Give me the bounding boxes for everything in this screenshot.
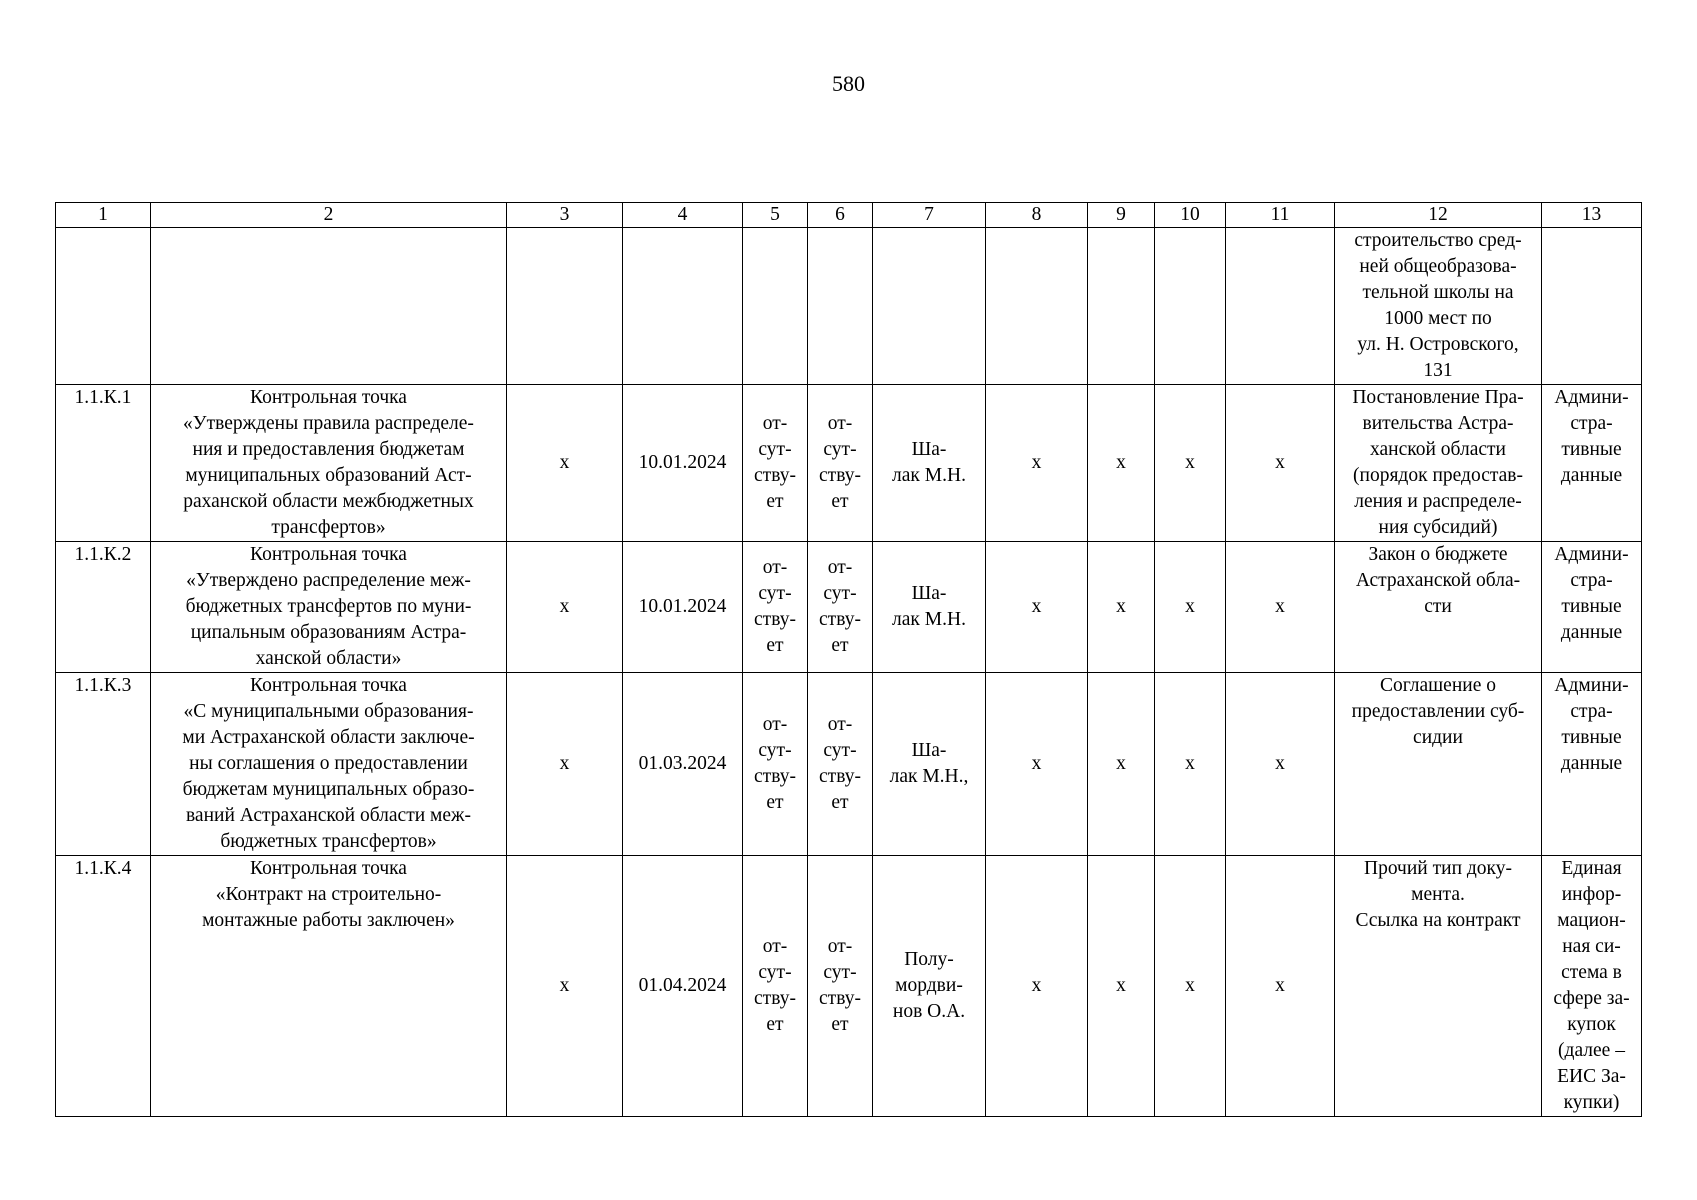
cell-date: 10.01.2024 [623, 542, 743, 673]
cell-name: Контрольная точка «Утверждены правила распределе- ния и предоставления бюджетам муниципальных образований Аст- раханской области межбюджетных трансфертов» [151, 385, 507, 542]
table-row [56, 542, 1642, 673]
cell-col9 [1088, 228, 1155, 385]
cell-col3: x [507, 673, 623, 856]
cell-col6: от- сут- ству- ет [808, 385, 873, 542]
column-header: 1 [56, 203, 151, 228]
column-header: 5 [743, 203, 808, 228]
cell-source: Админи- стра- тивные данные [1542, 542, 1642, 673]
cell-col10 [1155, 228, 1226, 385]
column-header: 11 [1226, 203, 1335, 228]
cell-col5: от- сут- ству- ет [743, 856, 808, 1117]
cell-responsible: Ша- лак М.Н., [873, 673, 986, 856]
cell-col5 [743, 228, 808, 385]
cell-document: строительство сред- ней общеобразова- тельной школы на 1000 мест по ул. Н. Островского, 131 [1335, 228, 1542, 385]
cell-name: Контрольная точка «С муниципальными образования- ми Астраханской области заключе- ны соглашения о предоставлении бюджетам муниципальных образо- ваний Астраханской области меж- бюджетных трансфертов» [151, 673, 507, 856]
column-header: 4 [623, 203, 743, 228]
cell-document: Прочий тип доку- мента. Ссылка на контракт [1335, 856, 1542, 1117]
cell-responsible [873, 228, 986, 385]
table-row [56, 385, 1642, 542]
cell-responsible: Ша- лак М.Н. [873, 542, 986, 673]
cell-col10: x [1155, 856, 1226, 1117]
cell-number: 1.1.К.4 [56, 856, 151, 1117]
cell-col11: x [1226, 542, 1335, 673]
cell-col10: x [1155, 385, 1226, 542]
column-header: 10 [1155, 203, 1226, 228]
cell-col10: x [1155, 542, 1226, 673]
cell-col11: x [1226, 673, 1335, 856]
cell-col3: x [507, 542, 623, 673]
column-header: 6 [808, 203, 873, 228]
cell-col11 [1226, 228, 1335, 385]
control-points-table [55, 202, 1642, 1117]
column-header: 3 [507, 203, 623, 228]
column-header: 9 [1088, 203, 1155, 228]
cell-col11: x [1226, 385, 1335, 542]
cell-col10: x [1155, 673, 1226, 856]
column-header: 7 [873, 203, 986, 228]
cell-col6: от- сут- ству- ет [808, 542, 873, 673]
cell-col9: x [1088, 542, 1155, 673]
cell-col3: x [507, 385, 623, 542]
cell-source: Единая инфор- мацион- ная си- стема в сфере за- купок (далее – ЕИС За- купки) [1542, 856, 1642, 1117]
cell-name: Контрольная точка «Утверждено распределение меж- бюджетных трансфертов по муни- ципальным образованиям Астра- ханской области» [151, 542, 507, 673]
cell-col5: от- сут- ству- ет [743, 673, 808, 856]
cell-col3 [507, 228, 623, 385]
cell-col8: x [986, 385, 1088, 542]
cell-source: Админи- стра- тивные данные [1542, 385, 1642, 542]
cell-responsible: Ша- лак М.Н. [873, 385, 986, 542]
table-row [56, 228, 1642, 385]
page-number: 580 [832, 71, 865, 96]
cell-source [1542, 228, 1642, 385]
cell-col11: x [1226, 856, 1335, 1117]
cell-col6: от- сут- ству- ет [808, 856, 873, 1117]
cell-col8: x [986, 542, 1088, 673]
cell-col5: от- сут- ству- ет [743, 542, 808, 673]
column-header: 12 [1335, 203, 1542, 228]
table-row [56, 856, 1642, 1117]
column-header: 13 [1542, 203, 1642, 228]
cell-name [151, 228, 507, 385]
column-number-row [56, 203, 1642, 228]
cell-date: 10.01.2024 [623, 385, 743, 542]
cell-date [623, 228, 743, 385]
cell-col9: x [1088, 673, 1155, 856]
cell-col3: x [507, 856, 623, 1117]
cell-name: Контрольная точка «Контракт на строительно- монтажные работы заключен» [151, 856, 507, 1117]
cell-document: Постановление Пра- вительства Астра- ханской области (порядок предостав- ления и распределе- ния субсидий) [1335, 385, 1542, 542]
table-row [56, 673, 1642, 856]
cell-number: 1.1.К.3 [56, 673, 151, 856]
column-header: 2 [151, 203, 507, 228]
cell-date: 01.04.2024 [623, 856, 743, 1117]
cell-responsible: Полу- мордви- нов О.А. [873, 856, 986, 1117]
cell-col8 [986, 228, 1088, 385]
cell-number [56, 228, 151, 385]
cell-source: Админи- стра- тивные данные [1542, 673, 1642, 856]
cell-date: 01.03.2024 [623, 673, 743, 856]
cell-col6: от- сут- ству- ет [808, 673, 873, 856]
cell-document: Закон о бюджете Астраханской обла- сти [1335, 542, 1542, 673]
cell-col5: от- сут- ству- ет [743, 385, 808, 542]
column-header: 8 [986, 203, 1088, 228]
cell-number: 1.1.К.2 [56, 542, 151, 673]
cell-col9: x [1088, 856, 1155, 1117]
cell-col8: x [986, 856, 1088, 1117]
cell-col9: x [1088, 385, 1155, 542]
cell-col8: x [986, 673, 1088, 856]
cell-document: Соглашение о предоставлении суб- сидии [1335, 673, 1542, 856]
cell-col6 [808, 228, 873, 385]
cell-number: 1.1.К.1 [56, 385, 151, 542]
